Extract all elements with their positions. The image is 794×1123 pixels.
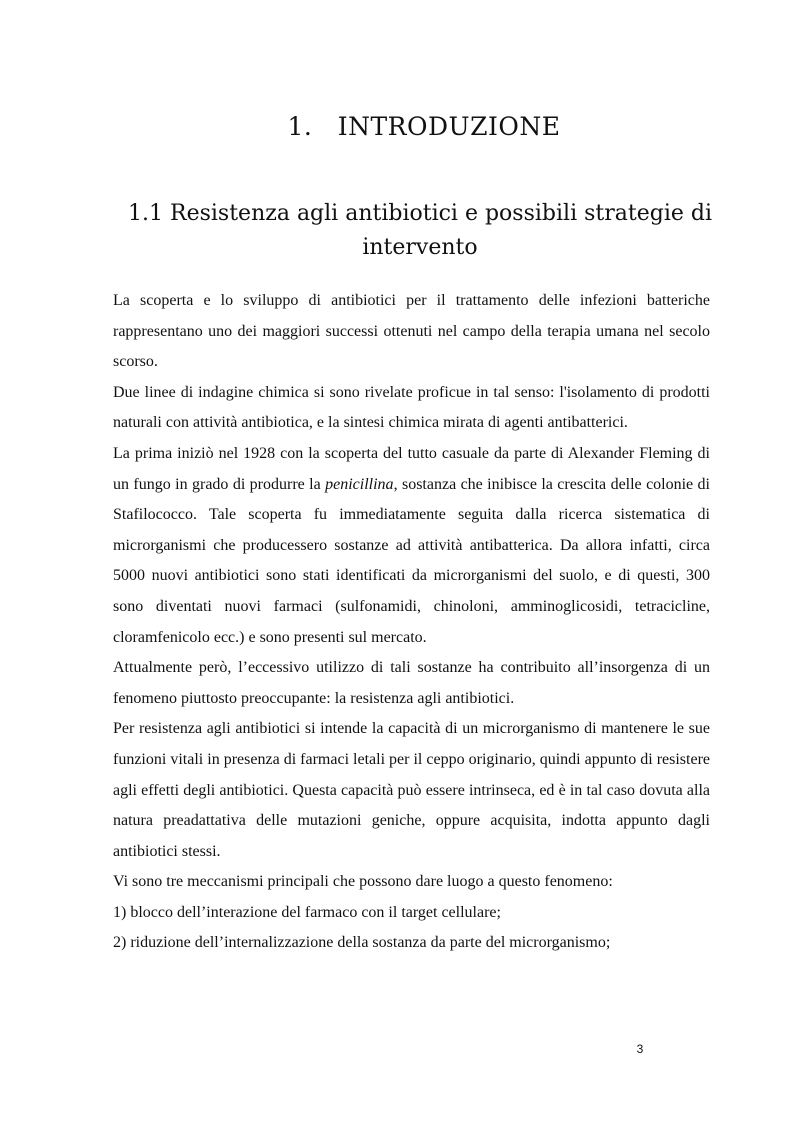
paragraph: La scoperta e lo sviluppo di antibiotici per il trattamento delle infezioni batteriche rappresentano uno dei maggiori successi ottenuti nel campo della terapia umana nel secolo scorso. [113,292,710,371]
section-title: Resistenza agli antibiotici e possibili strategie di intervento [170,201,712,260]
paragraph-text: La prima iniziò nel 1928 con la scoperta del tutto casuale da parte di Alexander Fleming di un fungo in grado di produrre la [113,444,710,493]
paragraph: Due linee di indagine chimica si sono rivelate proficue in tal senso: l'isolamento di prodotti naturali con attività antibiotica, e la sintesi chimica mirata di agenti antibatterici. [113,383,710,432]
section-heading [120,197,720,265]
section-number: 1.1 [128,201,164,226]
paragraph-text: , sostanza che inibisce la crescita delle colonie di Stafilococco. Tale scoperta fu immediatamente seguita dalla ricerca sistematica di microrganismi che producessero sostanze ad attività antibatterica. Da allora infatti, circa 5000 nuovi antibiotici sono stati identificati da microrganismi del suolo, e di questi, 300 sono diventati nuovi farmaci (sulfonamidi, chinoloni, amminoglicosidi, tetracicline, cloramfenicolo ecc.) e sono presenti sul mercato. [113,475,711,646]
emphasized-term: penicillina [325,475,394,493]
chapter-heading [0,112,794,141]
paragraph [113,439,710,653]
paragraph: Attualmente però, l’eccessivo utilizzo di tali sostanze ha contribuito all’insorgenza di un fenomeno piuttosto preoccupante: la resistenza agli antibiotici. [113,659,710,707]
body-text [113,286,710,959]
page-number: 3 [636,1042,644,1056]
chapter-number: 1. [287,112,313,141]
chapter-title: INTRODUZIONE [337,112,561,141]
list-item: 2) riduzione dell’internalizzazione della sostanza da parte del microrganismo; [113,934,611,952]
paragraph: Per resistenza agli antibiotici si intende la capacità di un microrganismo di mantenere le sue funzioni vitali in presenza di farmaci letali per il ceppo originario, quindi appunto di resistere agli effetti degli antibiotici. Questa capacità può essere intrinseca, ed è in tal caso dovuta alla natura preadattativa delle mutazioni geniche, oppure acquisita, indotta appunto dagli antibiotici stessi. [113,720,710,860]
list-item: 1) blocco dell’interazione del farmaco con il target cellulare; [113,903,501,921]
paragraph: Vi sono tre meccanismi principali che possono dare luogo a questo fenomeno: [113,873,613,891]
